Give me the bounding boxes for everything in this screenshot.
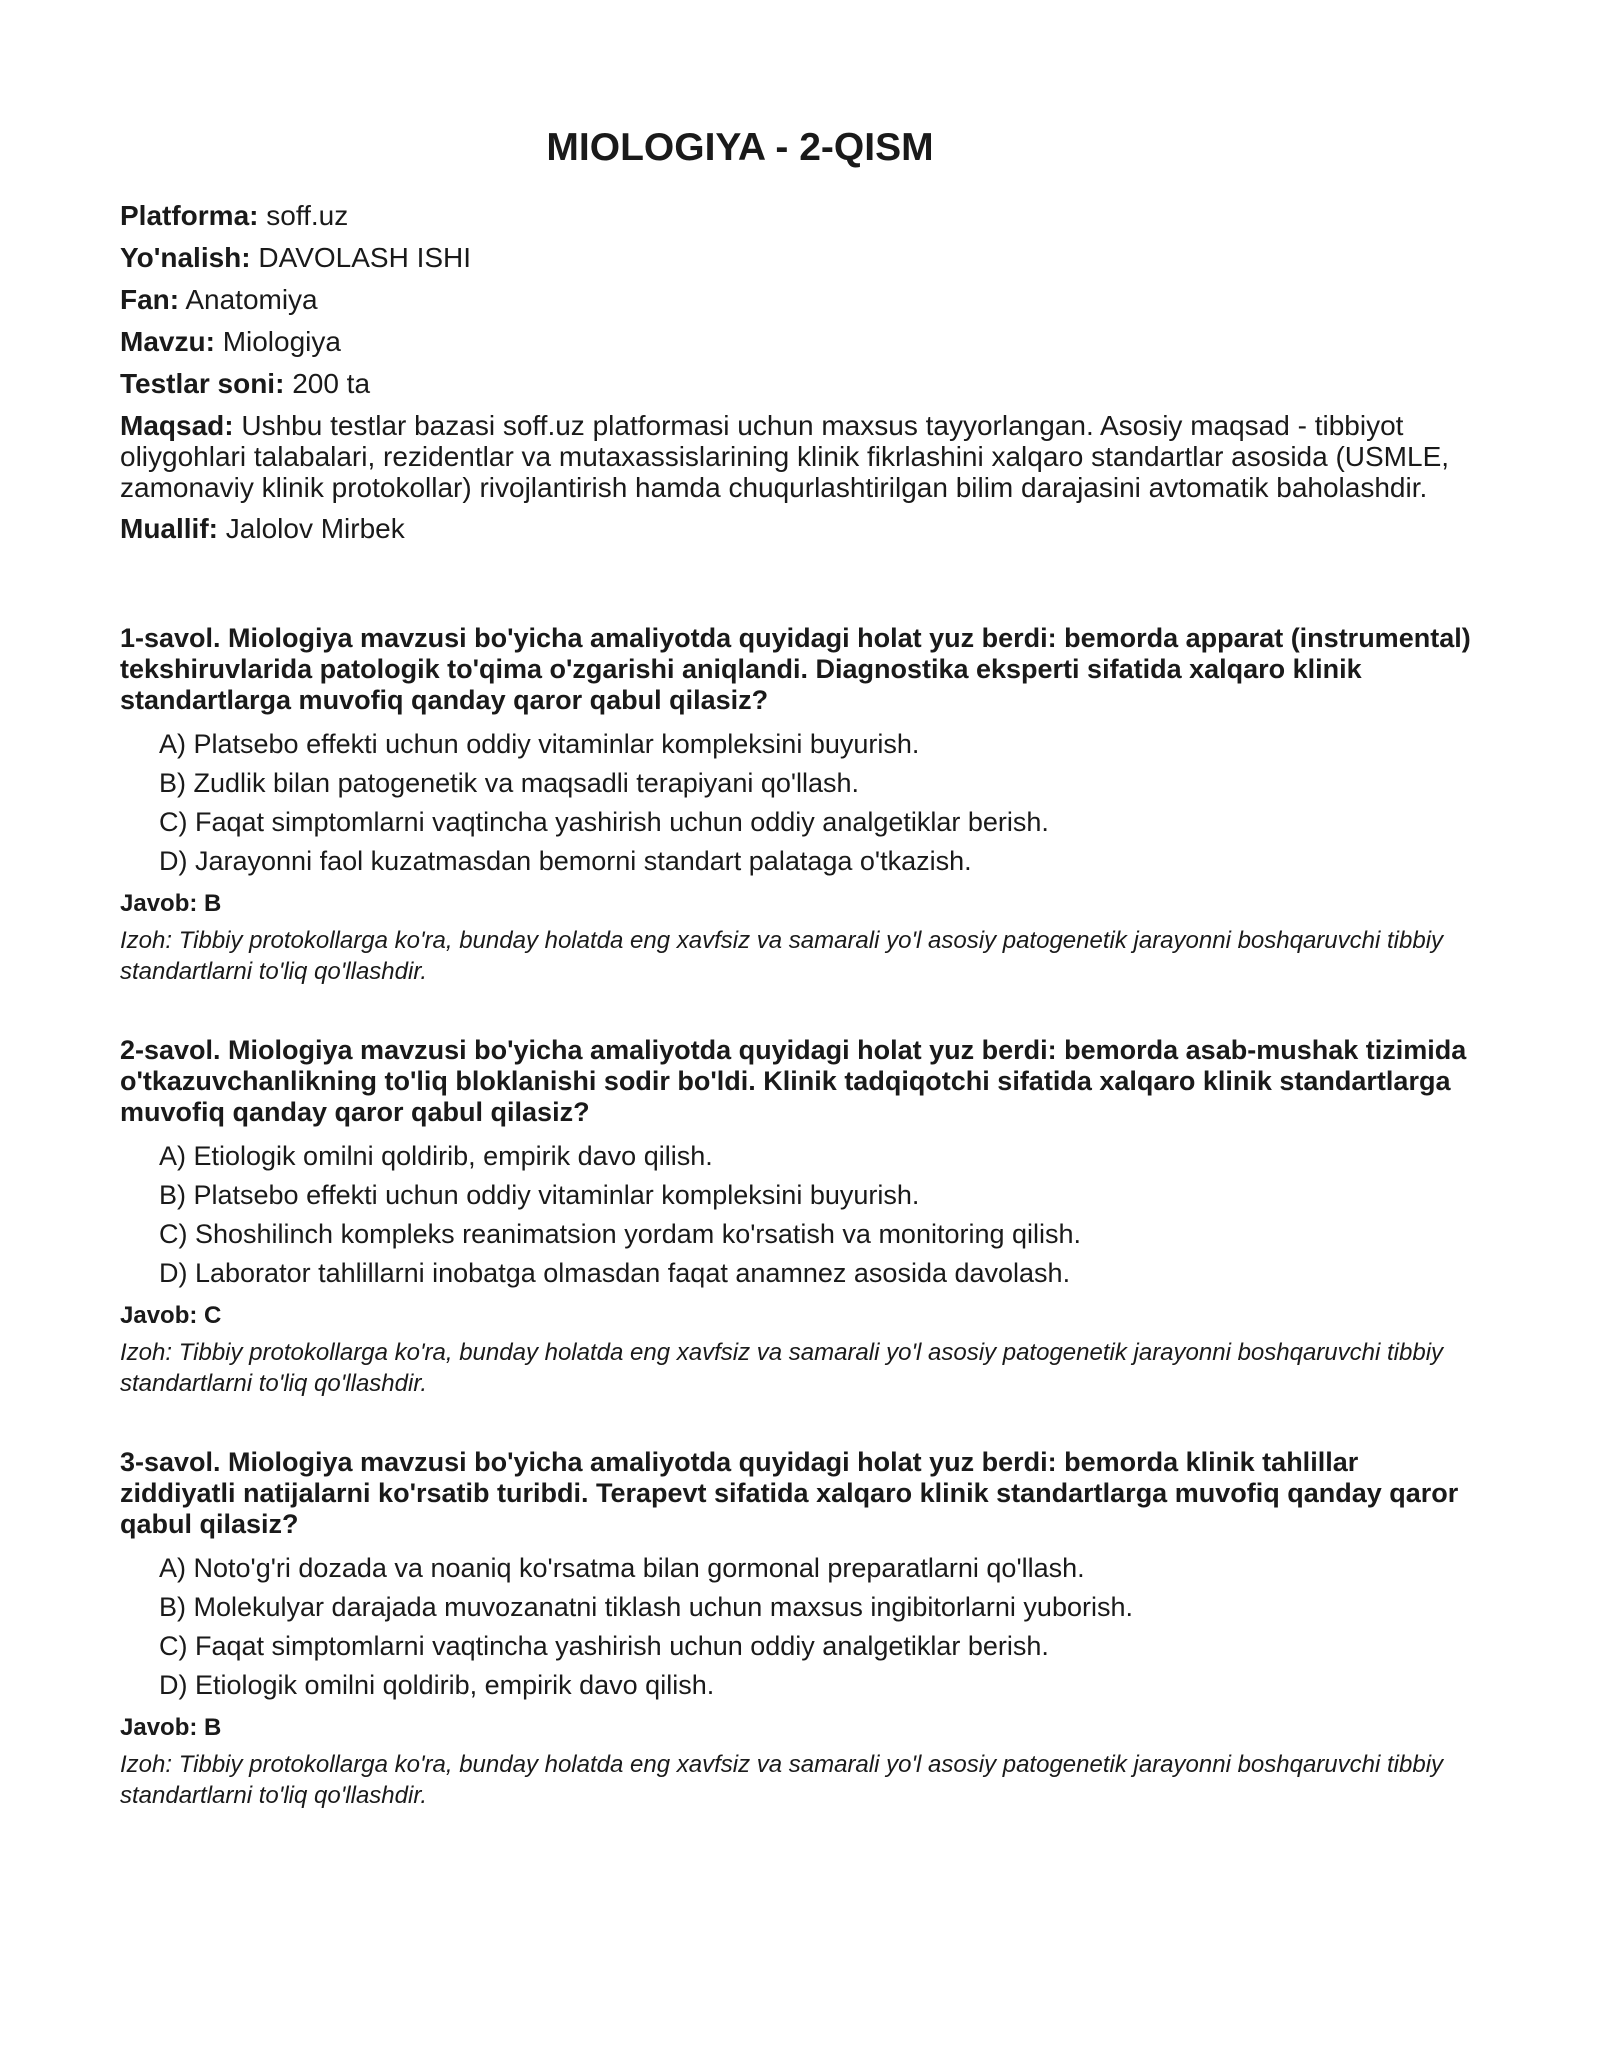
meta-value: Ushbu testlar bazasi soff.uz platformasi uchun maxsus tayyorlangan. Asosiy maqsad - tibbiyot oliygohlari talabalari, rezidentlar va mutaxassislarining klinik fikrlashini xalqaro standartlar asosida (USMLE, zamonaviy klinik protokollar) rivojlantirish hamda chuqurlashtirilgan bilim darajasini avtomatik baholashdir. xyxy=(120,410,1450,503)
explanation-note: Izoh: Tibbiy protokollarga ko'ra, bunday holatda eng xavfsiz va samarali yo'l asosiy patogenetik jarayonni boshqaruvchi tibbiy standartlarni to'liq qo'llashdir. xyxy=(120,1751,1444,1809)
document-page xyxy=(120,0,1480,1859)
answer-option: C) Shoshilinch kompleks reanimatsion yordam ko'rsatish va monitoring qilish. xyxy=(159,1219,1082,1249)
explanation-note: Izoh: Tibbiy protokollarga ko'ra, bunday holatda eng xavfsiz va samarali yo'l asosiy patogenetik jarayonni boshqaruvchi tibbiy standartlarni to'liq qo'llashdir. xyxy=(120,1339,1444,1397)
document-title: MIOLOGIYA - 2-QISM xyxy=(546,126,934,169)
answer-option: A) Etiologik omilni qoldirib, empirik davo qilish. xyxy=(159,1141,713,1171)
meta-subject xyxy=(120,284,1480,316)
meta-author xyxy=(120,513,1480,545)
answer-option: D) Laborator tahlillarni inobatga olmasdan faqat anamnez asosida davolash. xyxy=(159,1258,1071,1288)
meta-label: Maqsad: xyxy=(120,410,234,441)
meta-test-count xyxy=(120,368,1480,400)
meta-label: Fan: xyxy=(120,284,180,315)
answer-option: B) Zudlik bilan patogenetik va maqsadli terapiyani qo'llash. xyxy=(159,768,860,798)
question-item xyxy=(120,1035,1480,1399)
answer-option: A) Platsebo effekti uchun oddiy vitaminlar kompleksini buyurish. xyxy=(159,729,920,759)
meta-direction xyxy=(120,242,1480,274)
meta-value: soff.uz xyxy=(266,200,349,231)
meta-topic xyxy=(120,326,1480,358)
question-item xyxy=(120,1447,1480,1811)
meta-value: 200 ta xyxy=(292,368,371,399)
answer-option: D) Etiologik omilni qoldirib, empirik davo qilish. xyxy=(159,1670,715,1700)
correct-answer: Javob: B xyxy=(120,1714,222,1741)
meta-value: Anatomiya xyxy=(185,284,318,315)
question-text: 3-savol. Miologiya mavzusi bo'yicha amaliyotda quyidagi holat yuz berdi: bemorda klinik tahlillar ziddiyatli natijalarni ko'rsatib turibdi. Terapevt sifatida xalqaro klinik standartlarga muvofiq qanday qaror qabul qilasiz? xyxy=(120,1447,1459,1539)
metadata-block xyxy=(120,200,1480,545)
meta-value: DAVOLASH ISHI xyxy=(258,242,472,273)
answer-option: C) Faqat simptomlarni vaqtincha yashirish uchun oddiy analgetiklar berish. xyxy=(159,1631,1049,1661)
answer-option: D) Jarayonni faol kuzatmasdan bemorni standart palataga o'tkazish. xyxy=(159,846,972,876)
question-item xyxy=(120,623,1480,987)
explanation-note: Izoh: Tibbiy protokollarga ko'ra, bunday holatda eng xavfsiz va samarali yo'l asosiy patogenetik jarayonni boshqaruvchi tibbiy standartlarni to'liq qo'llashdir. xyxy=(120,927,1444,985)
answer-option: B) Platsebo effekti uchun oddiy vitaminlar kompleksini buyurish. xyxy=(159,1180,920,1210)
meta-label: Platforma: xyxy=(120,200,259,231)
meta-value: Miologiya xyxy=(222,326,341,357)
meta-label: Muallif: xyxy=(120,513,218,544)
answer-option: B) Molekulyar darajada muvozanatni tiklash uchun maxsus ingibitorlarni yuborish. xyxy=(159,1592,1133,1622)
question-text: 2-savol. Miologiya mavzusi bo'yicha amaliyotda quyidagi holat yuz berdi: bemorda asab-mushak tizimida o'tkazuvchanlikning to'liq bloklanishi sodir bo'ldi. Klinik tadqiqotchi sifatida xalqaro klinik standartlarga muvofiq qanday qaror qabul qilasiz? xyxy=(120,1035,1467,1127)
answer-option: C) Faqat simptomlarni vaqtincha yashirish uchun oddiy analgetiklar berish. xyxy=(159,807,1049,837)
meta-label: Yo'nalish: xyxy=(120,242,251,273)
question-text: 1-savol. Miologiya mavzusi bo'yicha amaliyotda quyidagi holat yuz berdi: bemorda apparat (instrumental) tekshiruvlarida patologik to'qima o'zgarishi aniqlandi. Diagnostika eksperti sifatida xalqaro klinik standartlarga muvofiq qanday qaror qabul qilasiz? xyxy=(120,623,1471,715)
meta-label: Testlar soni: xyxy=(120,368,285,399)
correct-answer: Javob: B xyxy=(120,890,222,917)
correct-answer: Javob: C xyxy=(120,1302,222,1329)
meta-platform xyxy=(120,200,1480,232)
meta-label: Mavzu: xyxy=(120,326,215,357)
meta-purpose xyxy=(120,410,1450,503)
questions-list xyxy=(120,623,1480,1811)
answer-option: A) Noto'g'ri dozada va noaniq ko'rsatma bilan gormonal preparatlarni qo'llash. xyxy=(159,1553,1085,1583)
meta-value: Jalolov Mirbek xyxy=(225,513,405,544)
